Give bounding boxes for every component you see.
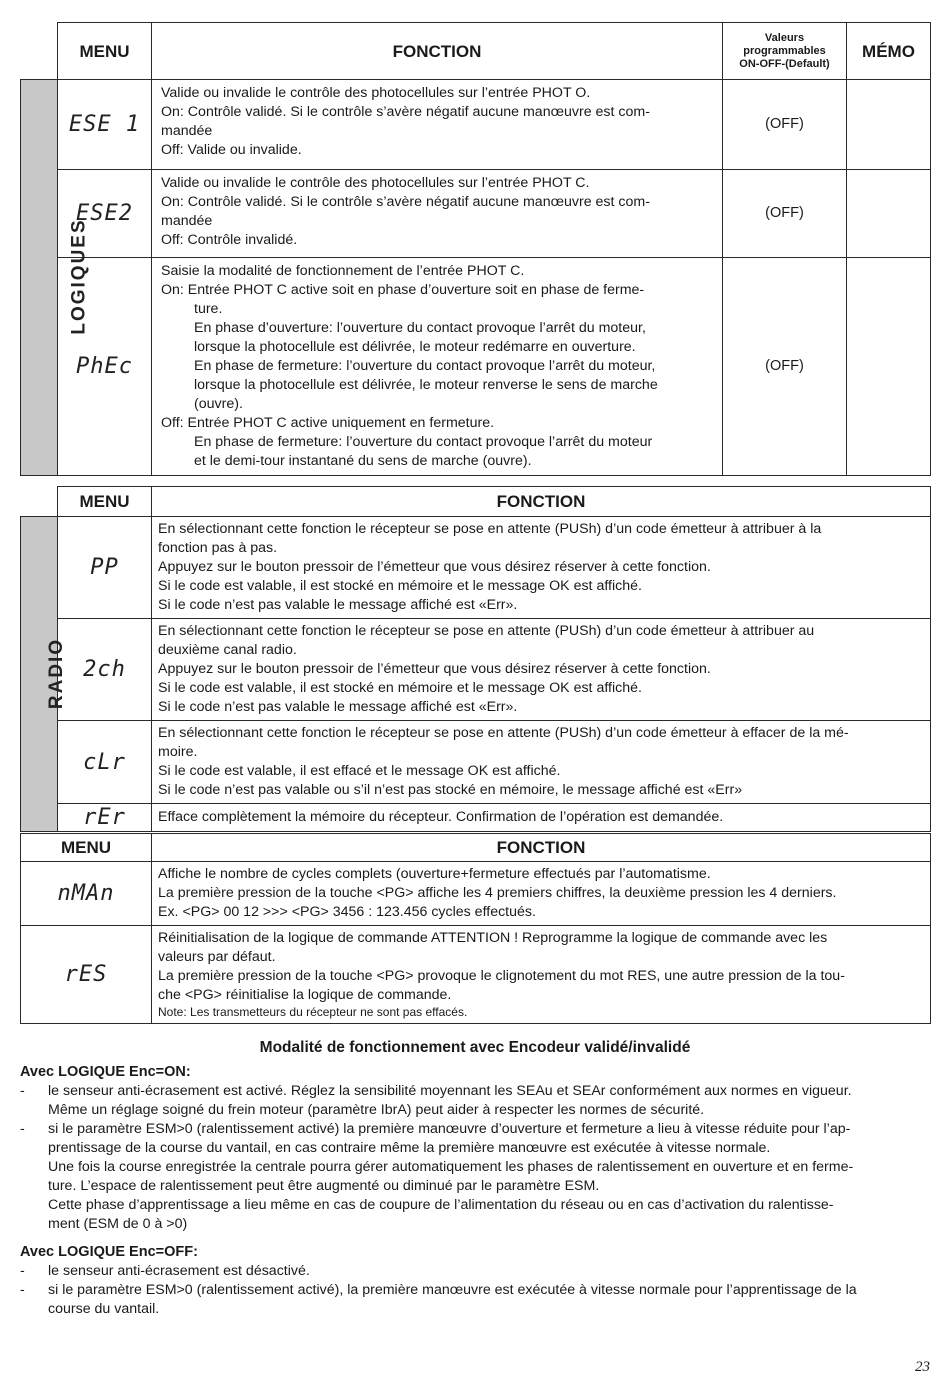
fonction-header: FONCTION: [152, 23, 723, 80]
maintenance-table: [20, 833, 931, 1024]
logiques-table: [20, 22, 931, 476]
header-spacer: [21, 487, 58, 517]
list-item: - le senseur anti-écrasement est activé. Réglez la sensibilité moyennant les SEAu et SEAr conformément aux normes en vigueur. Même un réglage soigné du frein moteur (paramètre IbrA) peut aider à respecter les normes de sécurité.: [20, 1083, 852, 1118]
list-item: - le senseur anti-écrasement est désactivé.: [20, 1263, 310, 1279]
menu-code: ESE2: [58, 170, 152, 258]
page-number: 23: [915, 1359, 930, 1375]
menu-code: rEr: [58, 804, 152, 832]
memo-cell: [847, 170, 931, 258]
default-value: (OFF): [723, 258, 847, 476]
function-description: Réinitialisation de la logique de commande ATTENTION ! Reprogramme la logique de commande avec les valeurs par défaut. La première pression de la touche <PG> provoque le clignotement du mot RES, une autre pression de la tou- che <PG> réinitialise la logique de commande. Note: Les transmetteurs du récepteur ne sont pas effacés.: [152, 926, 931, 1024]
default-value: (OFF): [723, 80, 847, 170]
menu-code: 2ch: [58, 619, 152, 721]
memo-cell: [847, 80, 931, 170]
list-item: - si le paramètre ESM>0 (ralentissement activé) la première manœuvre d’ouverture et fermeture a lieu à vitesse réduite pour l’ap- prentissage de la course du vantail, en cas contraire même la première manœuvre est exécutée à vitesse normale. Une fois la course enregistrée la centrale pourra gérer automatiquement les phases de ralentissement en ouverture et en ferme- ture. L’espace de ralentissement peut être augmenté ou diminué par le paramètre ESM. Cette phase d’apprentissage a lieu même en cas de coupure de l’alimentation du réseau ou en cas d’activation du ralentisse- ment (ESM de 0 à >0): [20, 1121, 854, 1232]
menu-code: ESE 1: [58, 80, 152, 170]
function-description: Saisie la modalité de fonctionnement de l’entrée PHOT C. On: Entrée PHOT C active soit en phase d’ouverture soit en phase de ferme- ture. En phase d’ouverture: l’ouverture du contact provoque l’arrêt du moteur, lorsque la photocellule est délivrée, le moteur redémarre en ouverture. En phase de fermeture: l’ouverture du contact provoque l’arrêt du moteur, lorsque la photocellule est délivrée, le moteur renverse le sens de marche (ouvre). Off: Entrée PHOT C active uniquement en fermeture. En phase de fermeture: l’ouverture du contact provoque l’arrêt du moteur et le demi-tour instantané du sens de marche (ouvre).: [152, 258, 723, 476]
menu-header: MENU: [58, 487, 152, 517]
function-description: Valide ou invalide le contrôle des photocellules sur l’entrée PHOT O. On: Contrôle validé. Si le contrôle s’avère négatif aucune manœuvre est com- mandée Off: Valide ou invalide.: [152, 80, 723, 170]
off-heading: Avec LOGIQUE Enc=OFF:: [20, 1244, 198, 1260]
menu-header: MENU: [21, 834, 152, 862]
menu-code: PP: [58, 517, 152, 619]
menu-code: cLr: [58, 721, 152, 804]
function-description: En sélectionnant cette fonction le récepteur se pose en attente (PUSh) d’un code émetteur à attribuer à la fonction pas à pas. Appuyez sur le bouton pressoir de l’émetteur que vous désirez réserver à cette fonction. Si le code est valable, il est stocké en mémoire et le message OK est affiché. Si le code n’est pas valable le message affiché est «Err».: [152, 517, 931, 619]
note: Note: Les transmetteurs du récepteur ne sont pas effacés.: [158, 1005, 468, 1019]
side-label-radio: RADIO: [21, 517, 58, 832]
memo-cell: [847, 258, 931, 476]
side-label-logiques: LOGIQUES: [21, 80, 58, 476]
function-description: En sélectionnant cette fonction le récepteur se pose en attente (PUSh) d’un code émetteur à effacer de la mé- moire. Si le code est valable, il est effacé et le message OK est affiché. Si le code n’est pas valable ou s’il n’est pas stocké en mémoire, le message affiché est «Err»: [152, 721, 931, 804]
valeurs-header: Valeurs programmables ON-OFF-(Default): [723, 23, 847, 80]
section-title: Modalité de fonctionnement avec Encodeur validé/invalidé: [259, 1039, 691, 1056]
function-description: Affiche le nombre de cycles complets (ouverture+fermeture effectués par l’automatisme. La première pression de la touche <PG> affiche les 4 premiers chiffres, la deuxième pression les 4 derniers. Ex. <PG> 00 12 >>> <PG> 3456 : 123.456 cycles effectués.: [152, 862, 931, 926]
function-description: Valide ou invalide le contrôle des photocellules sur l’entrée PHOT C. On: Contrôle validé. Si le contrôle s’avère négatif aucune manœuvre est com- mandée Off: Contrôle invalidé.: [152, 170, 723, 258]
default-value: (OFF): [723, 170, 847, 258]
menu-header: MENU: [58, 23, 152, 80]
menu-code: rES: [21, 926, 152, 1024]
list-item: - si le paramètre ESM>0 (ralentissement activé), la première manœuvre est exécutée à vitesse normale pour l’apprentissage de la course du vantail.: [20, 1282, 857, 1317]
function-description: En sélectionnant cette fonction le récepteur se pose en attente (PUSh) d’un code émetteur à attribuer au deuxième canal radio. Appuyez sur le bouton pressoir de l’émetteur que vous désirez réserver à cette fonction. Si le code est valable, il est stocké en mémoire et le message OK est affiché. Si le code n’est pas valable le message affiché est «Err».: [152, 619, 931, 721]
on-heading: Avec LOGIQUE Enc=ON:: [20, 1064, 191, 1080]
function-description: Efface complètement la mémoire du récepteur. Confirmation de l’opération est demandée.: [152, 804, 931, 832]
menu-code: PhEc: [58, 258, 152, 476]
fonction-header: FONCTION: [152, 834, 931, 862]
memo-header: MÉMO: [847, 23, 931, 80]
fonction-header: FONCTION: [152, 487, 931, 517]
radio-table: [20, 486, 931, 832]
encoder-section: [20, 1038, 930, 1319]
menu-code: nMAn: [21, 862, 152, 926]
header-spacer: [21, 23, 58, 80]
